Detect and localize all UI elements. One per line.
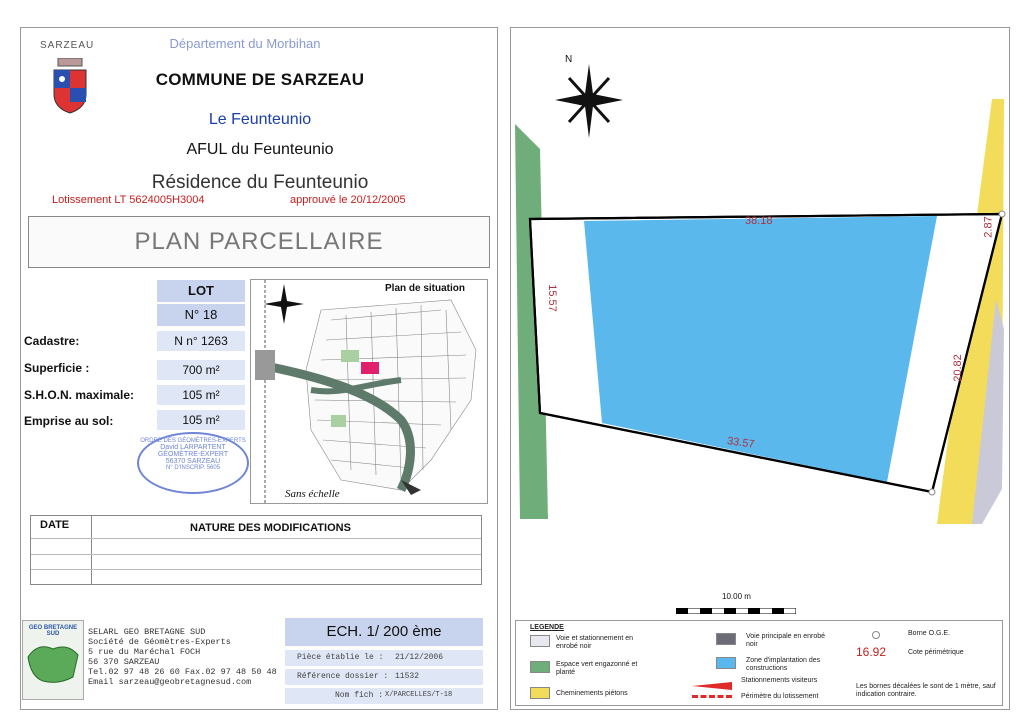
legend-cote-value: 16.92 bbox=[856, 645, 887, 659]
stamp-line4: 56370 SARZEAU bbox=[165, 458, 221, 465]
firm-line-4: 56 370 SARZEAU bbox=[88, 657, 160, 667]
legend-cote-label: Cote périmétrique bbox=[908, 649, 964, 656]
stamp-line5: N° D'INSCRIP. 5605 bbox=[165, 465, 221, 471]
legend-text-stat-visiteurs: Stationnements visiteurs bbox=[741, 677, 818, 684]
approval-date: approuvé le 20/12/2005 bbox=[290, 194, 406, 206]
lieu-title: Le Feunteunio bbox=[208, 111, 312, 128]
firm-logo bbox=[22, 620, 84, 700]
firm-address bbox=[88, 627, 277, 687]
superficie-label: Superficie : bbox=[24, 361, 90, 375]
firm-line-5: Tel.02 97 48 26 60 Fax.02 97 48 50 48 bbox=[88, 667, 277, 677]
aful-title: AFUL du Feunteunio bbox=[186, 141, 334, 158]
piece-dossier-value: 11532 bbox=[395, 672, 420, 681]
modifications-nature-header: NATURE DES MODIFICATIONS bbox=[190, 522, 351, 534]
legend-swatch-stat-visiteurs bbox=[692, 677, 732, 685]
legend-text-voie-principale: Voie principale en enrobé noir bbox=[746, 633, 826, 648]
lotissement-ref: Lotissement LT 5624005H3004 bbox=[52, 194, 205, 206]
north-label: N bbox=[565, 54, 573, 65]
north-arrow-icon bbox=[553, 58, 625, 140]
legend-swatch-zone bbox=[716, 657, 736, 669]
cadastre-label: Cadastre: bbox=[24, 334, 80, 348]
stamp-line1: ORDRE DES GÉOMÈTRES-EXPERTS bbox=[140, 438, 246, 444]
firm-line-2: Société de Géomètres-Experts bbox=[88, 637, 231, 647]
piece-nom-label: Nom fich : bbox=[335, 691, 384, 700]
legend-title: LEGENDE bbox=[530, 624, 564, 631]
lot-head: LOT bbox=[157, 280, 245, 302]
emprise-label: Emprise au sol: bbox=[24, 414, 114, 428]
borne-symbol-icon bbox=[872, 631, 880, 639]
legend-borne-label: Borne O.G.E. bbox=[908, 630, 951, 637]
piece-nom-value: X/PARCELLES/T-18 bbox=[385, 691, 453, 699]
department-label: Département du Morbihan bbox=[169, 36, 321, 51]
legend-text-espace-vert: Espace vert engazonné et planté bbox=[556, 661, 638, 676]
piece-etablie-label: Pièce établie le : bbox=[297, 653, 384, 662]
dim-corner: 2.87 bbox=[982, 216, 995, 238]
piece-dossier-label: Référence dossier : bbox=[297, 672, 389, 681]
commune-title: COMMUNE DE SARZEAU bbox=[155, 70, 365, 89]
firm-logo-line2: SUD bbox=[46, 631, 60, 637]
north-arrow-small-icon bbox=[264, 284, 304, 324]
dim-bottom: 33.57 bbox=[726, 435, 756, 451]
modifications-date-header: DATE bbox=[40, 519, 70, 531]
legend-swatch-chemin bbox=[530, 687, 550, 699]
scalebar bbox=[676, 601, 796, 607]
legend-swatch-perimetre bbox=[692, 695, 732, 702]
dim-right: 20.82 bbox=[951, 354, 964, 382]
legend-swatch-voie bbox=[530, 635, 550, 647]
scalebar-label: 10.00 m bbox=[722, 592, 751, 601]
legend-text-zone: Zone d'implantation des constructions bbox=[746, 657, 821, 672]
legend-text-voie: Voie et stationnement en enrobé noir bbox=[556, 635, 634, 650]
stamp-line2: David LARPARTENT bbox=[160, 444, 226, 451]
shon-label: S.H.O.N. maximale: bbox=[24, 388, 135, 402]
legend-swatch-espace-vert bbox=[530, 661, 550, 673]
firm-line-3: 5 rue du Maréchal FOCH bbox=[88, 647, 201, 657]
shon-value: 105 m² bbox=[157, 385, 245, 405]
situation-scale-note: Sans échelle bbox=[285, 488, 340, 500]
dim-left: 15.57 bbox=[545, 284, 558, 312]
scale-box: ECH. 1/ 200 ème bbox=[285, 618, 483, 646]
firm-line-1: SELARL GEO BRETAGNE SUD bbox=[88, 627, 206, 637]
legend-text-perimetre: Périmètre du lotissement bbox=[741, 693, 819, 700]
lot-number: N° 18 bbox=[157, 304, 245, 326]
legend bbox=[515, 620, 1003, 706]
piece-etablie-value: 21/12/2006 bbox=[395, 653, 444, 662]
dim-top: 38.18 bbox=[745, 215, 773, 227]
legend-text-chemin: Cheminements piétons bbox=[556, 690, 628, 697]
cadastre-value: N n° 1263 bbox=[157, 331, 245, 351]
emprise-value: 105 m² bbox=[157, 410, 245, 430]
firm-logo-line1: GEO BRETAGNE bbox=[28, 625, 78, 631]
coat-of-arms-icon bbox=[50, 58, 90, 114]
surveyor-stamp bbox=[137, 432, 249, 494]
stamp-line3: GÉOMÈTRE-EXPERT bbox=[157, 451, 229, 458]
situation-title: Plan de situation bbox=[385, 283, 466, 294]
legend-swatch-voie-principale bbox=[716, 633, 736, 645]
plan-title: PLAN PARCELLAIRE bbox=[134, 228, 384, 255]
superficie-value: 700 m² bbox=[157, 360, 245, 380]
piece-info bbox=[285, 650, 483, 704]
residence-title: Résidence du Feunteunio bbox=[151, 172, 369, 193]
legend-note: Les bornes décalées le sont de 1 mètre, sauf indication contraire. bbox=[856, 683, 996, 698]
town-small-label: SARZEAU bbox=[40, 40, 95, 51]
firm-line-6: Email sarzeau@geobretagnesud.com bbox=[88, 677, 252, 687]
